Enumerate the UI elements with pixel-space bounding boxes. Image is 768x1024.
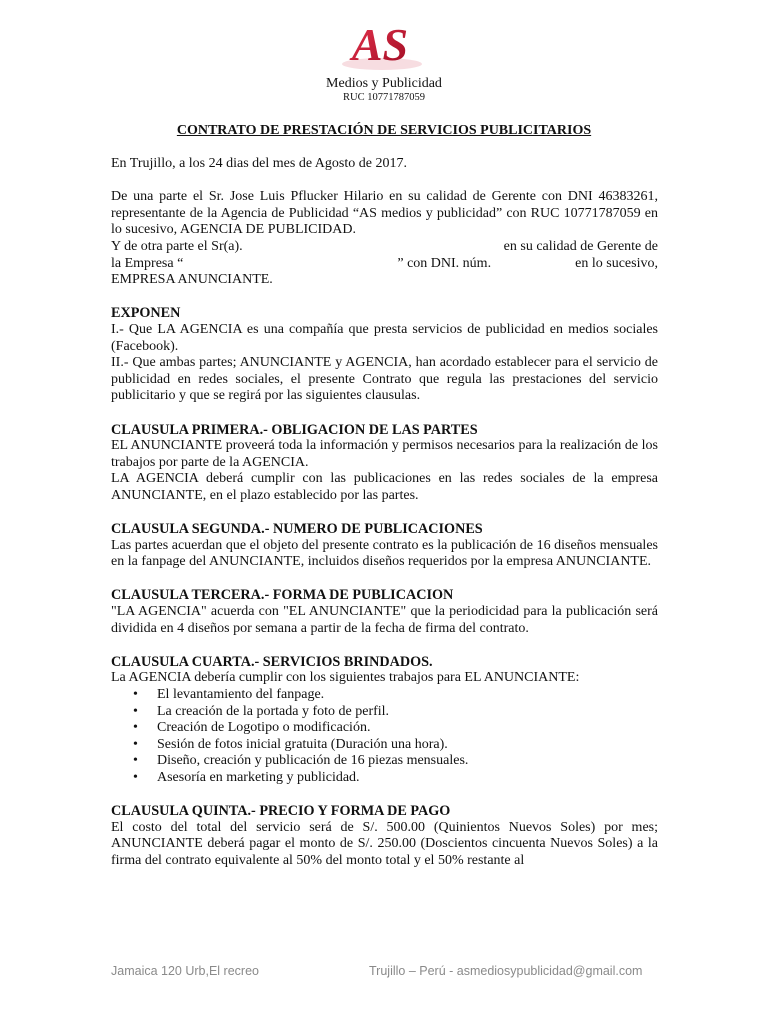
clausula-4-heading: CLAUSULA CUARTA.- SERVICIOS BRINDADOS. <box>111 653 433 670</box>
clausula-5-heading: CLAUSULA QUINTA.- PRECIO Y FORMA DE PAGO <box>111 803 451 820</box>
party-two-line-3: EMPRESA ANUNCIANTE. <box>111 272 273 288</box>
contract-body <box>111 156 658 870</box>
clausula-1-p2: LA AGENCIA deberá cumplir con las publicaciones en las redes sociales de la empresa ANUNCIANTE, en el plazo establecido por las partes. <box>111 471 658 503</box>
services-list <box>111 687 658 787</box>
list-item: • Creación de Logotipo o modificación. <box>157 720 658 737</box>
clausula-1-heading: CLAUSULA PRIMERA.- OBLIGACION DE LAS PARTES <box>111 421 478 438</box>
exponen-heading: EXPONEN <box>111 305 181 322</box>
company-name: Medios y Publicidad <box>326 76 442 91</box>
clausula-2-p1: Las partes acuerdan que el objeto del presente contrato es la publicación de 16 diseños mensuales en la fanpage del ANUNCIANTE, incluidos diseños requeridos por la empresa ANUNCIANTE. <box>111 537 658 570</box>
clausula-4-intro: La AGENCIA debería cumplir con los siguientes trabajos para EL ANUNCIANTE: <box>111 670 580 686</box>
clausula-3-heading: CLAUSULA TERCERA.- FORMA DE PUBLICACION <box>111 587 454 604</box>
exponen-p2: II.- Que ambas partes; ANUNCIANTE y AGENCIA, han acordado establecer para el servicio de publicidad en redes sociales, el presente Contrato que regula las prestaciones del servicio publicitario y que se regirá por las siguientes clausulas. <box>111 355 658 404</box>
list-item: • El levantamiento del fanpage. <box>157 687 658 704</box>
exponen-p1: I.- Que LA AGENCIA es una compañía que presta servicios de publicidad en medios sociales (Facebook). <box>111 321 658 354</box>
party-one: De una parte el Sr. Jose Luis Pflucker Hilario en su calidad de Gerente con DNI 46383261, representante de la Agencia de Publicidad “AS medios y publicidad” con RUC 10771787059 en lo sucesivo, AGENCIA DE PUBLICIDAD. <box>111 189 658 238</box>
list-item: • La creación de la portada y foto de perfil. <box>157 704 658 721</box>
list-item: • Asesoría en marketing y publicidad. <box>157 770 658 787</box>
footer-address: Jamaica 120 Urb,El recreo <box>111 964 259 978</box>
list-item: • Sesión de fotos inicial gratuita (Duración una hora). <box>157 737 658 754</box>
clausula-3-p1: "LA AGENCIA" acuerda con "EL ANUNCIANTE" que la periodicidad para la publicación será dividida en 4 diseños por semana a partir de la fecha de firma del contrato. <box>111 604 658 636</box>
clausula-2-heading: CLAUSULA SEGUNDA.- NUMERO DE PUBLICACIONES <box>111 521 483 538</box>
party-two-line-2: la Empresa “ ” con DNI. núm. en lo sucesivo, <box>111 255 658 271</box>
as-logo <box>330 14 430 76</box>
clausula-5-p1: El costo del total del servicio será de S/. 500.00 (Quinientos Nuevos Soles) por mes; ANUNCIANTE deberá pagar el monto de S/. 250.00 (Doscientos cincuenta Nuevos Soles) a la firma del contrato equivalente al 50% del monto total y el 50% restante al <box>111 819 658 868</box>
company-ruc: RUC 10771787059 <box>343 92 425 103</box>
contract-title: CONTRATO DE PRESTACIÓN DE SERVICIOS PUBLICITARIOS <box>176 123 592 138</box>
logo-text: AS <box>351 19 409 70</box>
date-line: En Trujillo, a los 24 dias del mes de Agosto de 2017. <box>111 156 407 171</box>
list-item: • Diseño, creación y publicación de 16 piezas mensuales. <box>157 753 658 770</box>
party-two-line-1: Y de otra parte el Sr(a). en su calidad de Gerente de <box>111 238 658 254</box>
clausula-1-p1: EL ANUNCIANTE proveerá toda la información y permisos necesarios para la realización de los trabajos por parte de la AGENCIA. <box>111 438 658 470</box>
footer-contact: Trujillo – Perú - asmediosypublicidad@gmail.com <box>369 964 643 978</box>
